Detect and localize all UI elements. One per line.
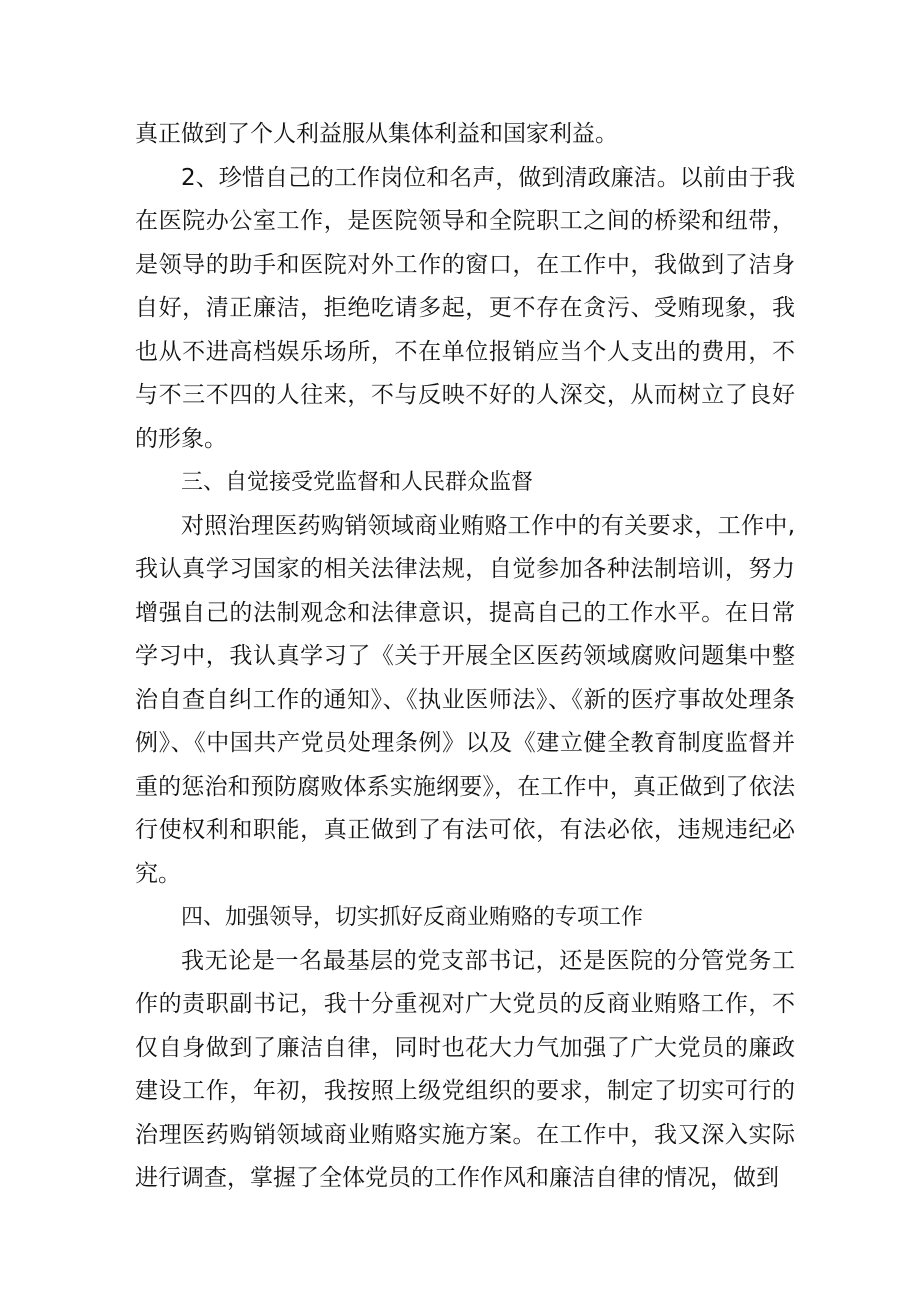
document-body bbox=[135, 113, 795, 1201]
paragraph-cherish-position: 2、珍惜自己的工作岗位和名声，做到清政廉洁。以前由于我在医院办公室工作，是医院领导和全院职工之间的桥梁和纽带，是领导的助手和医院对外工作的窗口，在工作中，我做到了洁身自好，清正廉洁，拒绝吃请多起，更不存在贪污、受贿现象，我也从不进高档娱乐场所，不在单位报销应当个人支出的费用，不与不三不四的人往来，不与反映不好的人深交，从而树立了良好的形象。 bbox=[135, 164, 795, 452]
section-heading-four: 四、加强领导，切实抓好反商业贿赂的专项工作 bbox=[181, 905, 644, 930]
paragraph-continuation: 真正做到了个人利益服从集体利益和国家利益。 bbox=[135, 121, 618, 147]
section-heading-three: 三、自觉接受党监督和人民群众监督 bbox=[181, 470, 534, 495]
paragraph-law-study: 对照治理医药购销领域商业贿赂工作中的有关要求，工作中,我认真学习国家的相关法律法规，自觉参加各种法制培训，努力增强自己的法制观念和法律意识，提高自己的工作水平。在日常学习中，我认真学习了《关于开展全区医药领域腐败问题集中整治自查自纠工作的通知》、《执业医师法》、《新的医疗事故处理条例》、《中国共产党员处理条例》以及《建立健全教育制度监督并重的惩治和预防腐败体系实施纲要》，在工作中，真正做到了依法行使权利和职能，真正做到了有法可依，有法必依，违规违纪必究。 bbox=[135, 512, 795, 887]
paragraph-leadership: 我无论是一名最基层的党支部书记，还是医院的分管党务工作的责职副书记，我十分重视对广大党员的反商业贿赂工作，不仅自身做到了廉洁自律，同时也花大力气加强了广大党员的廉政建设工作，年初，我按照上级党组织的要求，制定了切实可行的治理医药购销领域商业贿赂实施方案。在工作中，我又深入实际进行调查，掌握了全体党员的工作作风和廉洁自律的情况，做到 bbox=[135, 947, 795, 1191]
